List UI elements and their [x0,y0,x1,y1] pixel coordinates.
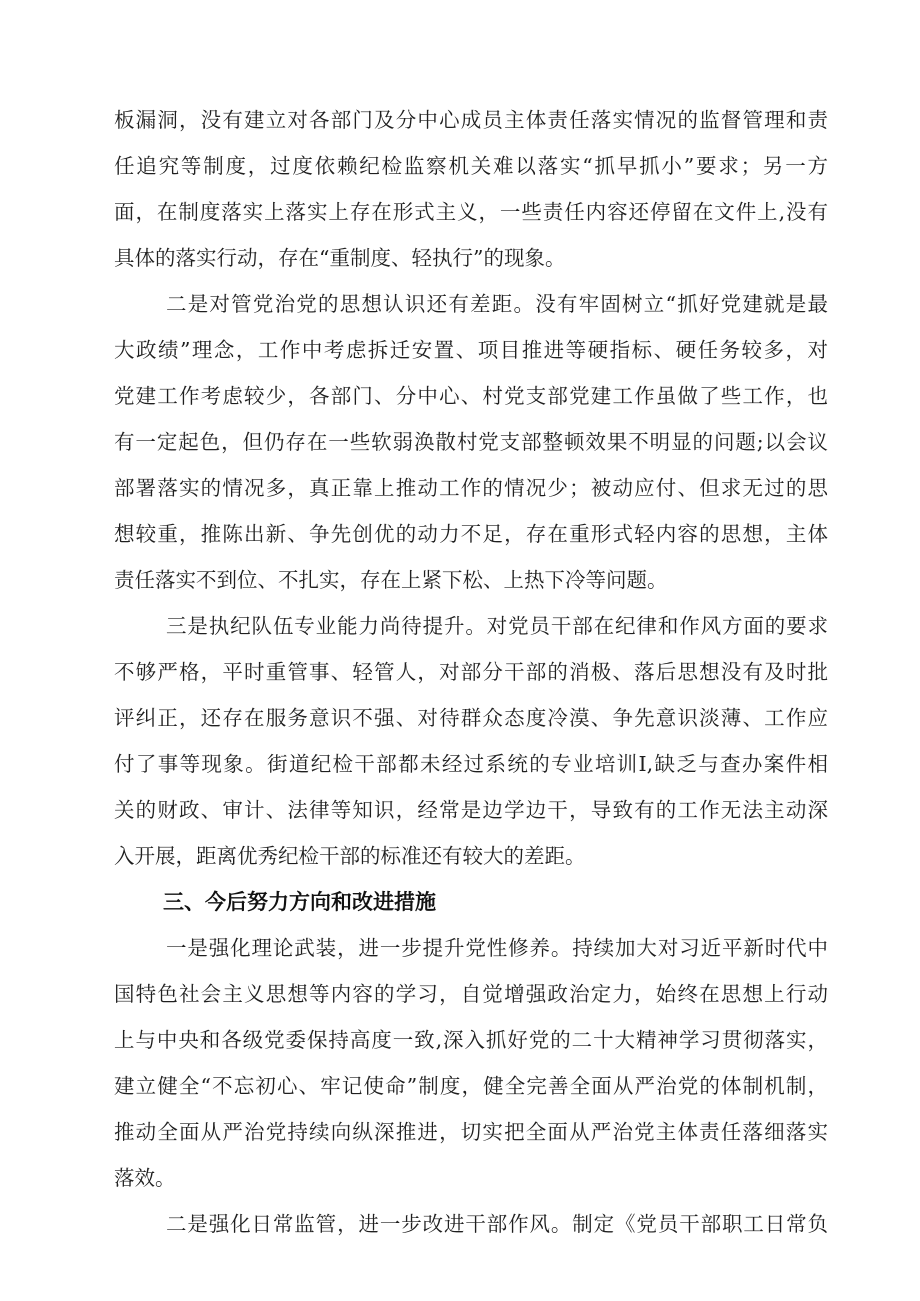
paragraph-line: 责任落实不到位、不扎实，存在上紧下松、上热下冷等问题。 [114,568,668,592]
paragraph-line: 党建工作考虑较少，各部门、分中心、村党支部党建工作虽做了些工作，也 [114,384,828,408]
paragraph-line: 入开展，距离优秀纪检干部的标准还有较大的差距。 [114,844,586,868]
paragraph-line: 具体的落实行动，存在“重制度、轻执行”的现象。 [114,246,566,270]
paragraph-line: 付了事等现象。街道纪检干部都未经过系统的专业培训I,缺乏与查办案件相 [114,752,828,776]
paragraph-line: 评纠正，还存在服务意识不强、对待群众态度冷漠、争先意识淡薄、工作应 [114,706,828,730]
paragraph-line: 二是对管党治党的思想认识还有差距。没有牢固树立“抓好党建就是最 [166,292,828,316]
paragraph-line: 面，在制度落实上落实上存在形式主义，一些责任内容还停留在文件上,没有 [114,200,828,224]
section-heading: 三、今后努力方向和改进措施 [163,890,436,914]
paragraph-line: 关的财政、审计、法律等知识，经常是边学边干，导致有的工作无法主动深 [114,798,828,822]
paragraph-line: 上与中央和各级党委保持高度一致,深入抓好党的二十大精神学习贯彻落实， [114,1028,828,1052]
paragraph-line: 二是强化日常监管，进一步改进干部作风。制定《党员干部职工日常负 [166,1212,828,1236]
paragraph-line: 想较重，推陈出新、争先创优的动力不足，存在重形式轻内容的思想，主体 [114,522,828,546]
paragraph-line: 部署落实的情况多，真正靠上推动工作的情况少；被动应付、但求无过的思 [114,476,828,500]
paragraph-line: 任追究等制度，过度依赖纪检监察机关难以落实“抓早抓小”要求；另一方 [114,154,828,178]
paragraph-line: 一是强化理论武装，进一步提升党性修养。持续加大对习近平新时代中 [166,936,828,960]
paragraph-line: 建立健全“不忘初心、牢记使命”制度，健全完善全面从严治党的体制机制， [114,1074,828,1098]
paragraph-line: 推动全面从严治党持续向纵深推进，切实把全面从严治党主体责任落细落实 [114,1120,828,1144]
paragraph-line: 有一定起色，但仍存在一些软弱涣散村党支部整顿效果不明显的问题;以会议 [114,430,828,454]
paragraph-line: 大政绩”理念，工作中考虑拆迁安置、项目推进等硬指标、硬任务较多，对 [114,338,828,362]
paragraph-line: 三是执纪队伍专业能力尚待提升。对党员干部在纪律和作风方面的要求 [166,614,828,638]
paragraph-line: 国特色社会主义思想等内容的学习，自觉增强政治定力，始终在思想上行动 [114,982,828,1006]
paragraph-line: 落效。 [114,1166,176,1190]
paragraph-line: 不够严格，平时重管事、轻管人，对部分干部的消极、落后思想没有及时批 [114,660,828,684]
paragraph-line: 板漏洞，没有建立对各部门及分中心成员主体责任落实情况的监督管理和责 [114,108,828,132]
